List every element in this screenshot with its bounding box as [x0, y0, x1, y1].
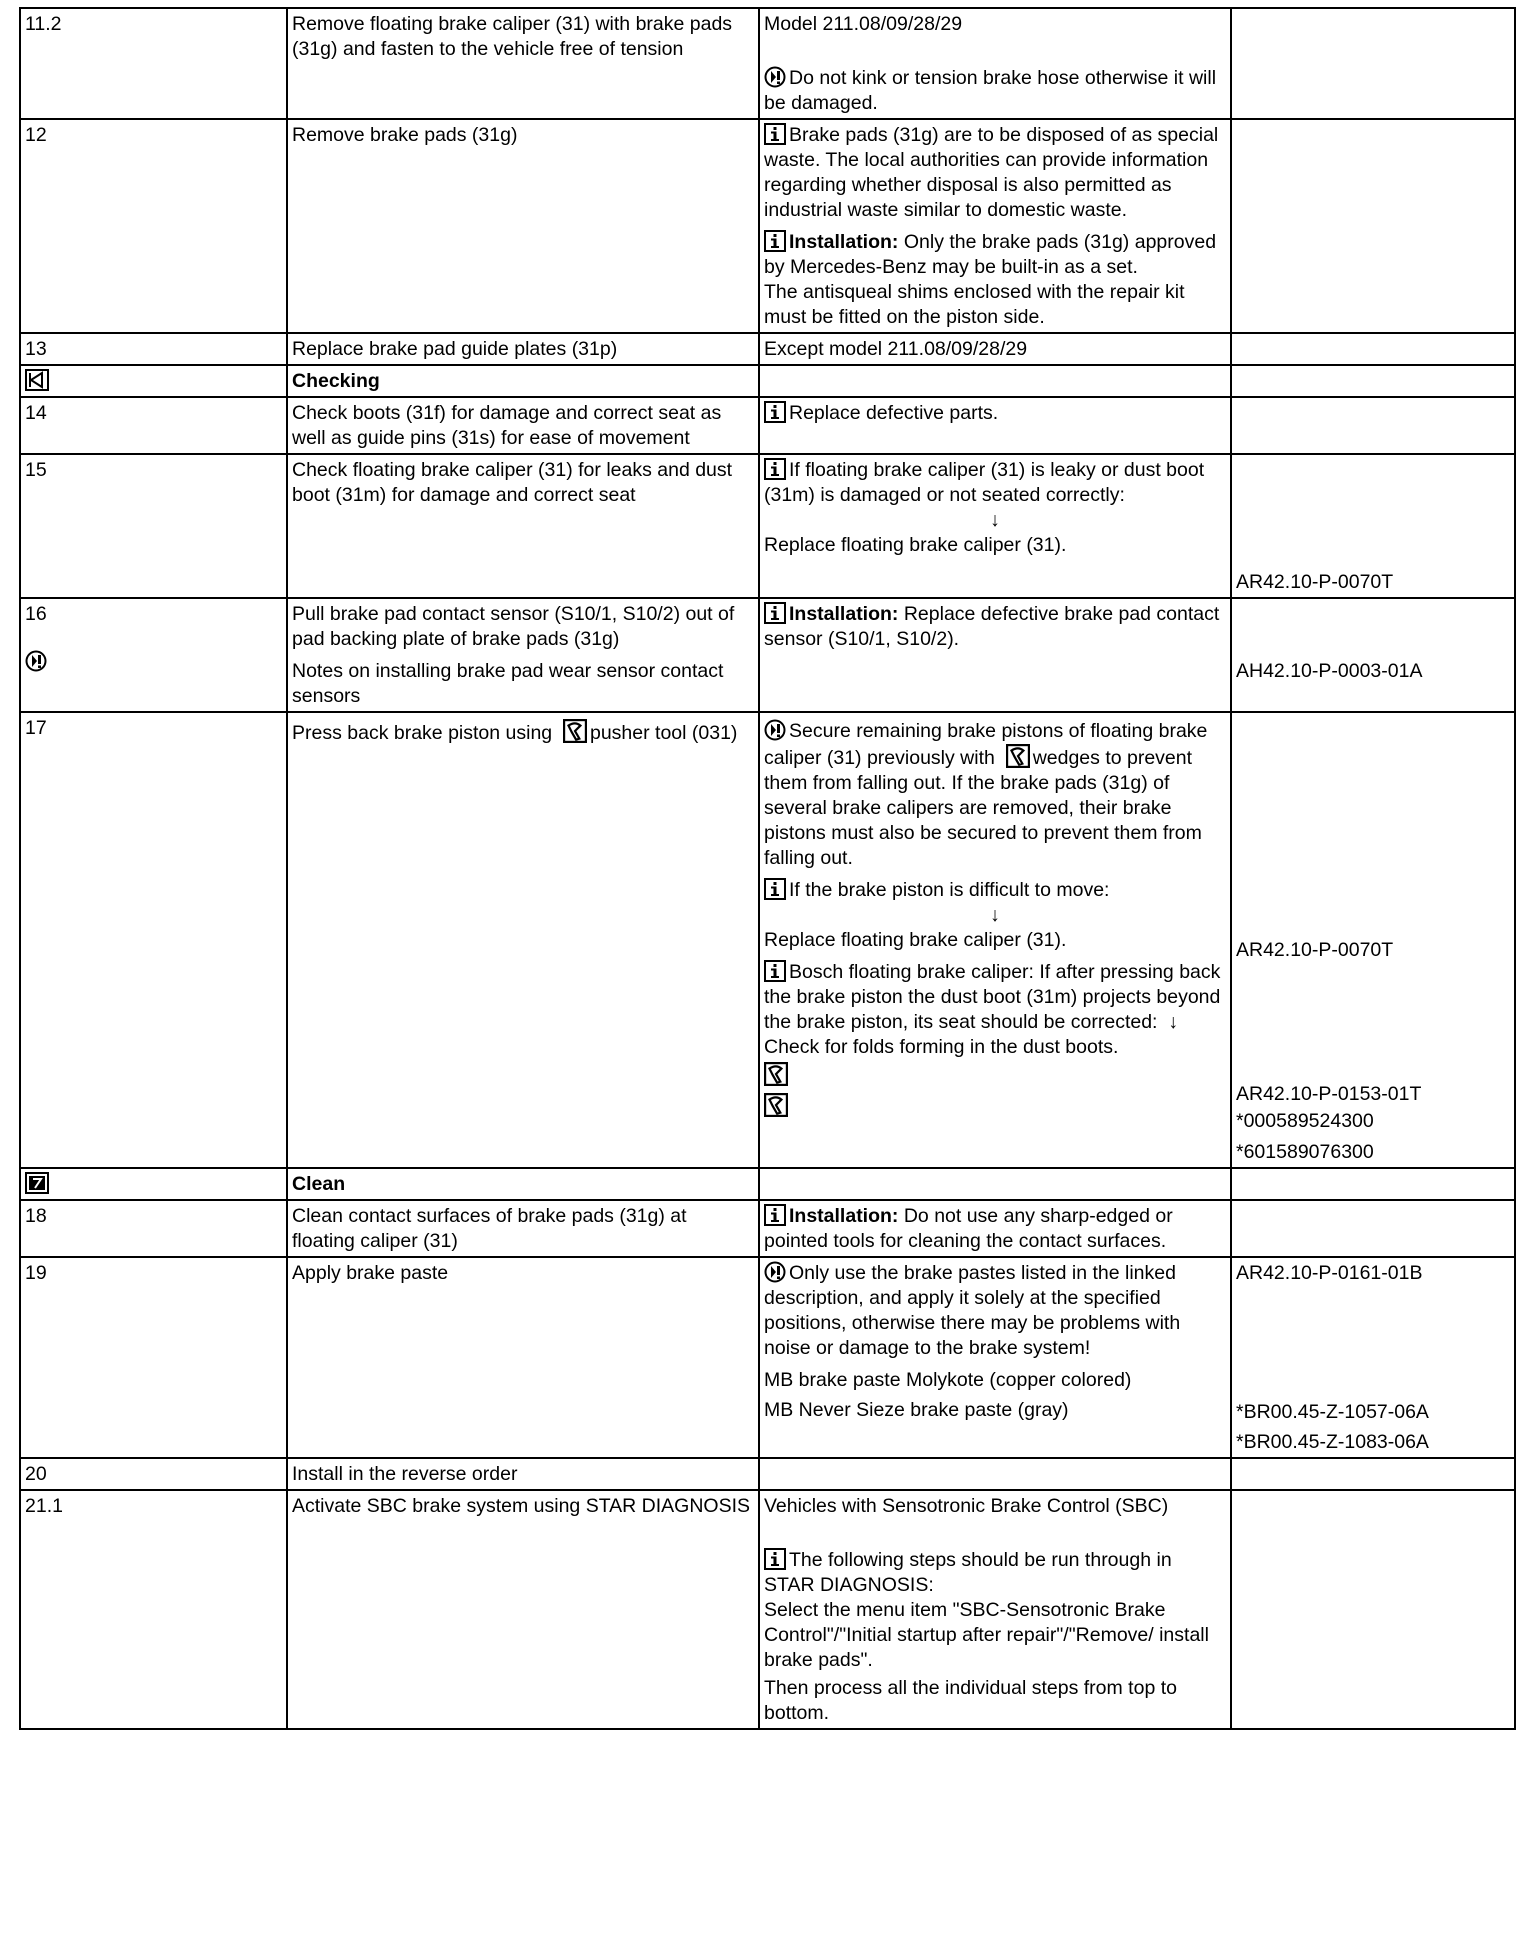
notes-cell [759, 454, 1231, 598]
table-row [20, 712, 1515, 1168]
arrow-down-icon: ↓ [990, 509, 1000, 531]
reference-link[interactable]: AH42.10-P-0003-01A [1236, 660, 1423, 682]
notes-cell [759, 598, 1231, 712]
notes-cell [759, 1490, 1231, 1729]
table-row [20, 454, 1515, 598]
work-step: Activate SBC brake system using STAR DIAGNOSIS [287, 1490, 759, 1729]
caution-icon [764, 1261, 786, 1283]
reference-cell [1231, 397, 1515, 454]
paste-item: MB brake paste Molykote (copper colored) [764, 1369, 1132, 1391]
step-number: 16 [20, 598, 287, 712]
reference-cell [1231, 712, 1515, 1168]
info-icon [764, 960, 786, 982]
work-step: Check boots (31f) for damage and correct seat as well as guide pins (31s) for ease of movement [287, 397, 759, 454]
section-title: Checking [287, 365, 759, 397]
step-number: 21.1 [20, 1490, 287, 1729]
info-note: The following steps should be run through in STAR DIAGNOSIS: [764, 1549, 1172, 1596]
special-tool-icon [1006, 744, 1030, 768]
step-number: 12 [20, 119, 287, 333]
step-number: 18 [20, 1200, 287, 1257]
step-number: 14 [20, 397, 287, 454]
info-icon [764, 401, 786, 423]
notes-cell [759, 1200, 1231, 1257]
work-step: Remove brake pads (31g) [287, 119, 759, 333]
work-step: Remove floating brake caliper (31) with brake pads (31g) and fasten to the vehicle free of tension [287, 8, 759, 119]
reference-link[interactable]: *BR00.45-Z-1057-06A [1236, 1401, 1429, 1423]
vehicle-note: Vehicles with Sensotronic Brake Control (SBC) [764, 1495, 1169, 1517]
reference-cell [1231, 454, 1515, 598]
repair-instructions-table [19, 7, 1516, 1730]
reference-link[interactable]: AR42.10-P-0153-01T [1236, 1083, 1422, 1105]
reference-cell [1231, 333, 1515, 365]
work-step: Clean contact surfaces of brake pads (31g) at floating caliper (31) [287, 1200, 759, 1257]
table-row [20, 1490, 1515, 1729]
tool-number-link[interactable]: *601589076300 [1236, 1141, 1374, 1163]
notes-cell [759, 712, 1231, 1168]
reference-link[interactable]: AR42.10-P-0070T [1236, 939, 1394, 961]
special-tool-icon [563, 719, 587, 743]
section-row [20, 365, 1515, 397]
caution-note: Secure remaining brake pistons of floating brake caliper (31) previously with wedges to prevent them from falling out. If the brake pads (31g) of several brake calipers are removed, their brake pistons must also be secured to prevent them from falling out. [764, 720, 1208, 869]
info-icon [764, 458, 786, 480]
special-tool-icon [764, 1062, 788, 1086]
step-number: 17 [20, 712, 287, 1168]
model-note: Model 211.08/09/28/29 [764, 13, 963, 35]
info-note: If floating brake caliper (31) is leaky or dust boot (31m) is damaged or not seated correctly: [764, 459, 1205, 506]
table-row [20, 333, 1515, 365]
clean-icon [25, 1172, 49, 1194]
caution-note: Do not kink or tension brake hose otherwise it will be damaged. [764, 67, 1217, 114]
action-note: Check for folds forming in the dust boots. [764, 1036, 1119, 1058]
caution-icon [764, 66, 786, 88]
action-note: Replace floating brake caliper (31). [764, 534, 1067, 556]
installation-note: Installation: Do not use any sharp-edged or pointed tools for cleaning the contact surfaces. [764, 1205, 1173, 1252]
work-step: Pull brake pad contact sensor (S10/1, S10/2) out of pad backing plate of brake pads (31g) Notes on installing brake pad wear sensor contact sensors [287, 598, 759, 712]
reference-link[interactable]: AR42.10-P-0161-01B [1236, 1262, 1423, 1284]
info-icon [764, 878, 786, 900]
special-tool-icon [764, 1093, 788, 1117]
table-row [20, 397, 1515, 454]
caution-icon [25, 650, 47, 672]
arrow-down-icon: ↓ [1168, 1011, 1179, 1033]
arrow-down-icon: ↓ [990, 904, 1000, 926]
reference-cell [1231, 119, 1515, 333]
notes-cell [759, 397, 1231, 454]
reference-link[interactable]: *BR00.45-Z-1083-06A [1236, 1431, 1429, 1453]
info-icon [764, 123, 786, 145]
table-row [20, 1458, 1515, 1490]
info-note: Bosch floating brake caliper: If after pressing back the brake piston the dust boot (31m) projects beyond the brake piston, its seat should be corrected: ↓ [764, 961, 1221, 1033]
step-number: 20 [20, 1458, 287, 1490]
work-step: Apply brake paste [287, 1257, 759, 1458]
info-icon [764, 1204, 786, 1226]
reference-cell [1231, 598, 1515, 712]
antisqueal-note: The antisqueal shims enclosed with the repair kit must be fitted on the piston side. [764, 281, 1185, 328]
checking-icon [25, 369, 49, 391]
step-number: 13 [20, 333, 287, 365]
section-title: Clean [287, 1168, 759, 1200]
work-step: Press back brake piston using pusher tool (031) [287, 712, 759, 1168]
caution-icon [764, 719, 786, 741]
reference-cell [1231, 1490, 1515, 1729]
action-note: Replace floating brake caliper (31). [764, 929, 1067, 951]
notes-cell [759, 1257, 1231, 1458]
step-number: 19 [20, 1257, 287, 1458]
menu-note: Select the menu item "SBC-Sensotronic Brake Control"/"Initial startup after repair"/"Remove/ install brake pads". [764, 1599, 1209, 1671]
info-icon [764, 1548, 786, 1570]
reference-cell [1231, 1257, 1515, 1458]
table-row [20, 1200, 1515, 1257]
notes-cell [759, 8, 1231, 119]
section-row [20, 1168, 1515, 1200]
reference-cell [1231, 1200, 1515, 1257]
info-note: Brake pads (31g) are to be disposed of as special waste. The local authorities can provide information regarding whether disposal is also permitted as industrial waste similar to domestic waste. [764, 124, 1219, 221]
work-step: Install in the reverse order [287, 1458, 759, 1490]
reference-cell [1231, 8, 1515, 119]
table-row [20, 119, 1515, 333]
process-note: Then process all the individual steps from top to bottom. [764, 1677, 1177, 1724]
caution-note: Only use the brake pastes listed in the linked description, and apply it solely at the specified positions, otherwise there may be problems with noise or damage to the brake system! [764, 1262, 1181, 1359]
info-note: Replace defective parts. [764, 401, 1226, 426]
table-row [20, 1257, 1515, 1458]
work-step: Replace brake pad guide plates (31p) [287, 333, 759, 365]
work-step: Check floating brake caliper (31) for leaks and dust boot (31m) for damage and correct seat [287, 454, 759, 598]
table-row [20, 598, 1515, 712]
installation-note: Installation: Only the brake pads (31g) approved by Mercedes-Benz may be built-in as a set. [764, 231, 1217, 278]
notes-link-text: Notes on installing brake pad wear sensor contact sensors [292, 660, 724, 707]
info-icon [764, 602, 786, 624]
notes-cell: Except model 211.08/09/28/29 [759, 333, 1231, 365]
paste-item: MB Never Sieze brake paste (gray) [764, 1399, 1069, 1421]
installation-note: Installation: Replace defective brake pad contact sensor (S10/1, S10/2). [764, 603, 1220, 650]
reference-link[interactable]: AR42.10-P-0070T [1236, 571, 1394, 593]
tool-number-link[interactable]: *000589524300 [1236, 1110, 1374, 1132]
table-row [20, 8, 1515, 119]
step-number: 15 [20, 454, 287, 598]
info-note: If the brake piston is difficult to move: [764, 878, 1226, 903]
notes-cell [759, 119, 1231, 333]
info-icon [764, 230, 786, 252]
step-number: 11.2 [20, 8, 287, 119]
